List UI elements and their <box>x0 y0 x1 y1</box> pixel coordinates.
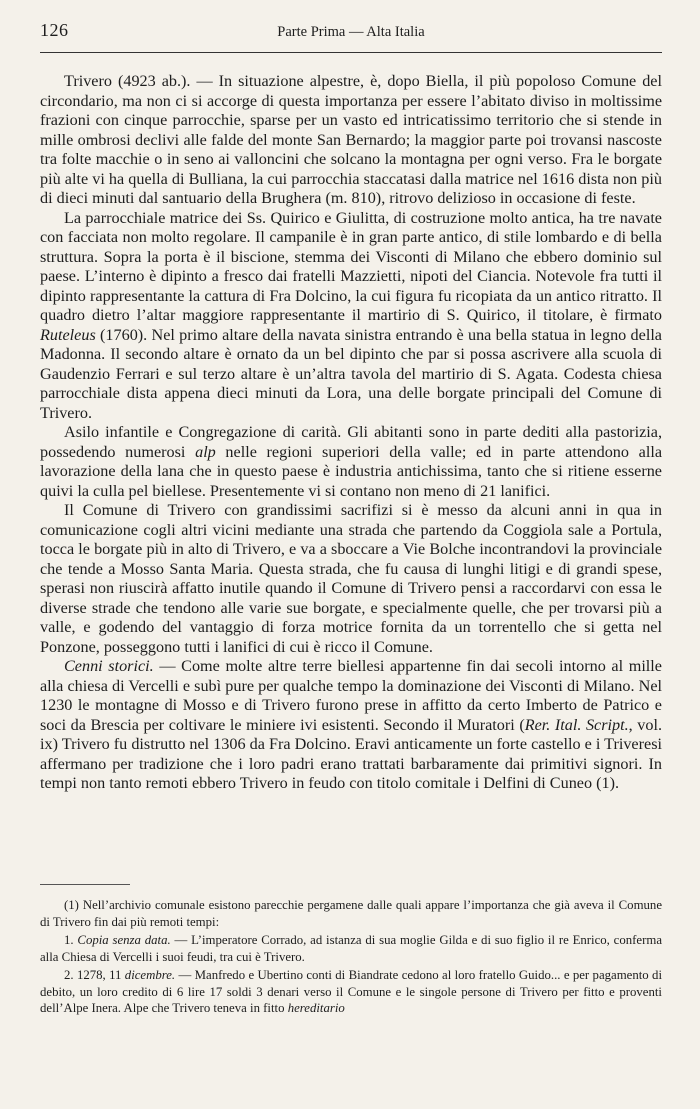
footnote-italic: dicembre. <box>124 968 176 982</box>
paragraph-parrocchiale <box>40 209 662 424</box>
footnote-item-2 <box>40 967 662 1017</box>
footnote-number: 1. <box>64 933 78 947</box>
footnote-item-1 <box>40 932 662 965</box>
footnote-italic-end: hereditario <box>287 1001 345 1015</box>
footnote-1 <box>40 897 662 930</box>
running-head: Parte Prima — Alta Italia <box>277 24 425 40</box>
footnote-text: — L’imperatore Corrado, ad istanza di sua moglie Gilda e di suo figlio il re Enrico, conferma alla Chiesa di Vercelli i suoi feudi, tra cui è Trivero. <box>40 933 662 964</box>
italic-term: alp <box>195 442 216 461</box>
footnote-text: (1) Nell’archivio comunale esistono parecchie pergamene dalle quali appare l’importanza che già aveva il Comune di Trivero fin dai più remoti tempi: <box>40 898 662 929</box>
paragraph-cenni-storici <box>40 657 662 794</box>
page-header <box>40 18 662 48</box>
paragraph-text: (1760). Nel primo altare della navata sinistra entrando è una bella statua in legno della Madonna. Il secondo altare è ornato da un bel dipinto che par si possa ascrivere alla scuola di Gaudenzio Ferrari e sul terzo altare è un’altra tavola del martirio di S. Agata. Codesta chiesa parrocchiale dista appena dieci minuti da Lora, una delle borgate principali del Comune di Trivero. <box>40 325 662 422</box>
paragraph-text: , vol. ix) Trivero fu distrutto nel 1306 da Fra Dolcino. Eravi anticamente un forte castello e i Triveresi affermano per tradizione che i loro padri erano trattati barbaramente dai primitivi signori. In tempi non tanto remoti ebbero Trivero in feudo con titolo comitale i Delfini di Cuneo (1). <box>40 715 662 792</box>
footnote-rule <box>40 884 130 885</box>
paragraph-comune <box>40 501 662 657</box>
paragraph-text: Il Comune di Trivero con grandissimi sacrifizi si è messo da alcuni anni in qua in comunicazione cogli altri vicini mediante una strada che partendo da Coggiola sale a Portula, tocca le borgate più in alto di Trivero, e va a sboccare a Vie Bolche incontrandovi la provinciale che tende a Mosso Santa Maria. Questa strada, che fu causa di lunghi litigi e di grandi spese, sperasi non riuscirà affatto inutile quando il Comune di Trivero pensi a raccordarvi con essa le diverse strade che tendono alle varie sue borgate, e specialmente quelle, che per trovarsi più a valle, e godendo del vantaggio di forza motrice fornita da un torrentello che si getta nel Ponzone, posseggono tutti i lanifici di cui è ricco il Comune. <box>40 501 662 656</box>
paragraph-lead: Trivero (4923 ab.). — <box>64 72 219 90</box>
footnote-text: — Manfredo e Ubertino conti di Biandrate cedono al loro fratello Guido... e per pagamento di debito, un loro credito di 6 lire 17 soldi 3 denari verso il Comune e le singole persone di Trivero per fitto e proventi dell’Alpe Inera. Alpe che Trivero teneva in fitto <box>40 968 663 1015</box>
paragraph-text: nelle regioni superiori della valle; ed in parte attendono alla lavorazione della lana che in questo paese è industria antichissima, tanto che si ritiene esserne quivi la culla pel biellese. Presentemente vi si contano non meno di 21 lanifici. <box>40 442 663 500</box>
paragraph-trivero <box>40 72 662 209</box>
paragraph-text: In situazione alpestre, è, dopo Biella, il più popoloso Comune del circondario, ma non ci si accorge di questa importanza per essere l’abitato diviso in moltissime frazioni con cinque parrocchie, sparse per un vasto ed intricatissimo territorio che si stende in mille ombrosi declivi alle falde del monte San Bernardo; la maggior parte poi trovansi nascoste tra folte macchie o in seno ai valloncini che solcano la montagna per ogni verso. Fra le borgate più alte vi ha quella di Bulliana, la cui parrocchia staccatasi dalla matrice nel 1616 dista non più di dieci minuti dal santuario della Brughera (m. 810), ritrovo delizioso in occasione di feste. <box>40 72 662 207</box>
footnote-number: 2. 1278, 11 <box>64 968 125 982</box>
page-number: 126 <box>40 20 69 40</box>
footnote-italic: Copia senza data. <box>77 933 171 947</box>
header-rule <box>40 52 662 53</box>
section-heading-italic: Cenni storici. <box>64 657 154 675</box>
italic-citation: Rer. Ital. Script. <box>524 715 629 734</box>
body-text <box>40 72 662 794</box>
paragraph-text: La parrocchiale matrice dei Ss. Quirico e Giulitta, di costruzione molto antica, ha tre navate con facciata non molto regolare. Il campanile è in gran parte antico, di stile lombardo e di bella struttura. Sopra la porta è il biscione, stemma dei Visconti di Milano che ebbero dominio sul paese. L’interno è dipinto a fresco dai fratelli Mazzietti, nipoti del Ciancia. Notevole fra tutti il dipinto rappresentante la cattura di Fra Dolcino, la cui figura fu ricopiata da un antico ritratto. Il quadro dietro l’altar maggiore rappresentante il martirio di S. Quirico, il titolare, è firmato <box>40 208 662 324</box>
paragraph-asilo <box>40 423 662 501</box>
footnotes <box>40 897 662 1017</box>
paragraph-text: — Come molte altre terre biellesi appartenne fin dai secoli intorno al mille alla chiesa di Vercelli e subì pure per qualche tempo la dominazione dei Visconti di Milano. Nel 1230 le montagne di Mosso e di Trivero furono prese in affitto da certo Imberto de Patrico e soci da Brescia per coltivare le miniere ivi esistenti. Secondo il Muratori ( <box>40 657 662 734</box>
italic-signature: Ruteleus <box>40 325 96 344</box>
paragraph-text: Asilo infantile e Congregazione di carità. Gli abitanti sono in parte dediti alla pastorizia, possedendo numerosi <box>40 423 662 461</box>
